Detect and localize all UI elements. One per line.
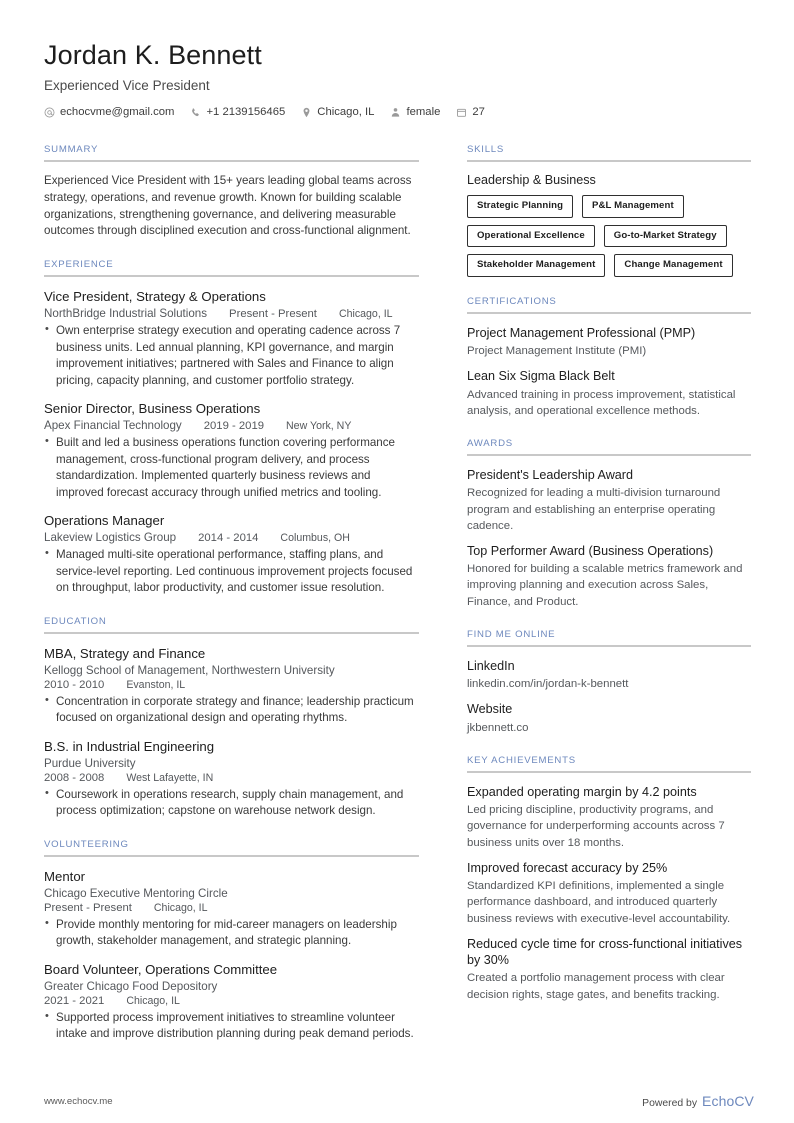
achievement-detail: Standardized KPI definitions, implemented a single performance dashboard, and introduced quarterly business reviews with executive-level accountability. [467, 880, 731, 925]
skill-tag[interactable]: Go-to-Market Strategy [604, 225, 727, 248]
award-detail: Honored for building a scalable metrics framework and improving planning and execution across Sales, Finance, and Product. [467, 563, 743, 608]
bullet-list [44, 694, 419, 727]
bullet-item: • Supported process improvement initiatives to streamline volunteer intake and improve distribution planning during peak demand periods. [44, 1010, 419, 1043]
bullet-item: • Managed multi-site operational performance, staffing plans, and service-level reporting. Led continuous improvement projects focused on throughput, labor productivity, and customer issue resolution. [44, 547, 419, 596]
achievement-entry [467, 784, 751, 851]
contact-value: +1 2139156465 [206, 106, 286, 119]
contact-item [44, 106, 174, 118]
bullet-list [44, 323, 419, 389]
section-education [44, 616, 419, 820]
section-divider [467, 771, 751, 773]
section-key-achievements [467, 755, 751, 1003]
section-volunteering [44, 839, 419, 1043]
achievement-entry [467, 860, 751, 927]
bullet-list [44, 1010, 419, 1043]
candidate-name: Jordan K. Bennett [44, 40, 262, 70]
job-meta [44, 307, 419, 320]
education-title: B.S. in Industrial Engineering [44, 738, 215, 754]
awards-list [467, 467, 751, 610]
volunteering-meta [44, 980, 419, 1007]
volunteering-title: Mentor [44, 868, 86, 884]
resume-columns [44, 144, 754, 1062]
education-title: MBA, Strategy and Finance [44, 645, 206, 661]
contact-item [301, 106, 374, 118]
left-column [44, 144, 419, 1062]
bullet-item: • Provide monthly mentoring for mid-career managers on leadership growth, stakeholder management, and strategic planning. [44, 917, 419, 950]
online-label: Website [467, 702, 513, 717]
online-entry [467, 701, 751, 736]
section-title-achievements: KEY ACHIEVEMENTS [467, 754, 576, 766]
section-title-experience: EXPERIENCE [44, 259, 114, 271]
right-column [467, 144, 751, 1022]
contact-item [390, 106, 440, 118]
certification-detail: Advanced training in process improvement, statistical analysis, and operational excellence methods. [467, 388, 736, 417]
bullet-list [44, 435, 419, 501]
skill-tag[interactable]: Strategic Planning [467, 195, 573, 218]
bullet-item: • Coursework in operations research, supply chain management, and process optimization; capstone on warehouse network design. [44, 787, 419, 820]
section-title-online: FIND ME ONLINE [467, 628, 556, 640]
job-dates: 2014 - 2014 [198, 532, 259, 545]
calendar-icon [456, 107, 467, 118]
section-divider [44, 855, 419, 857]
bullet-item: • Own enterprise strategy execution and operating cadence across 7 business units. Led annual planning, KPI governance, and margin improvement initiatives; partnered with Sales and Finance to align pricing, capacity planning, and customer portfolio strategy. [44, 323, 419, 389]
achievement-name: Improved forecast accuracy by 25% [467, 860, 668, 875]
education-location: West Lafayette, IN [126, 771, 214, 784]
section-title-certifications: CERTIFICATIONS [467, 295, 557, 307]
resume-header [44, 40, 754, 118]
person-icon [390, 107, 401, 118]
certification-entry [467, 368, 751, 419]
achievements-list [467, 784, 751, 1003]
contact-value: 27 [472, 106, 485, 119]
education-entry [44, 738, 419, 820]
education-list [44, 645, 419, 820]
section-find-me-online [467, 629, 751, 736]
award-detail: Recognized for leading a multi-division turnaround program and establishing an enterprise operating cadence. [467, 487, 721, 532]
job-title: Vice President, Strategy & Operations [44, 289, 266, 305]
section-divider [467, 312, 751, 314]
job-meta [44, 531, 419, 544]
section-divider [44, 275, 419, 277]
volunteering-location: Chicago, IL [153, 901, 208, 914]
award-name: Top Performer Award (Business Operations) [467, 543, 714, 558]
experience-entry [44, 400, 419, 501]
volunteering-organization: Greater Chicago Food Depository [44, 980, 218, 994]
candidate-headline: Experienced Vice President [44, 78, 210, 94]
skill-group-name: Leadership & Business [467, 173, 596, 188]
volunteering-organization: Chicago Executive Mentoring Circle [44, 886, 228, 900]
section-title-education: EDUCATION [44, 615, 107, 627]
certification-name: Lean Six Sigma Black Belt [467, 369, 615, 384]
certifications-list [467, 325, 751, 419]
experience-entry [44, 288, 419, 389]
section-awards [467, 438, 751, 610]
contact-value: echocvme@gmail.com [60, 106, 175, 119]
education-entry [44, 645, 419, 727]
skill-tag[interactable]: Change Management [614, 254, 732, 277]
job-organization: Apex Financial Technology [44, 419, 182, 433]
education-organization: Kellogg School of Management, Northwestern University [44, 663, 335, 677]
achievement-detail: Created a portfolio management process with clear decision rights, stage gates, and benefits tracking. [467, 972, 725, 1001]
job-title: Operations Manager [44, 513, 165, 529]
skill-tag[interactable]: Operational Excellence [467, 225, 595, 248]
achievement-detail: Led pricing discipline, productivity programs, and governance for underperforming accounts across 7 business units over 18 months. [467, 804, 725, 849]
online-label: LinkedIn [467, 658, 515, 673]
location-icon [301, 107, 312, 118]
section-title-skills: SKILLS [467, 144, 505, 156]
section-certifications [467, 296, 751, 419]
section-title-summary: SUMMARY [44, 144, 99, 156]
contact-value: female [406, 106, 441, 119]
job-location: Chicago, IL [338, 308, 393, 321]
job-meta [44, 419, 419, 432]
job-location: New York, NY [286, 420, 352, 433]
achievement-name: Expanded operating margin by 4.2 points [467, 784, 697, 799]
resume-footer [44, 1093, 754, 1109]
contact-value: Chicago, IL [317, 106, 375, 119]
education-dates: 2010 - 2010 [44, 678, 105, 691]
section-divider [44, 632, 419, 634]
volunteering-dates: 2021 - 2021 [44, 995, 105, 1008]
job-title: Senior Director, Business Operations [44, 401, 261, 417]
volunteering-list [44, 868, 419, 1043]
section-summary [44, 144, 419, 240]
section-divider [467, 454, 751, 456]
education-meta [44, 757, 419, 784]
section-divider [467, 160, 751, 162]
email-icon [44, 107, 55, 118]
phone-icon [190, 107, 201, 118]
footer-site-url: www.echocv.me [44, 1095, 113, 1107]
job-organization: NorthBridge Industrial Solutions [44, 307, 208, 321]
section-title-awards: AWARDS [467, 437, 513, 449]
contact-row [44, 106, 754, 118]
footer-powered-by [642, 1093, 754, 1109]
education-dates: 2008 - 2008 [44, 771, 105, 784]
award-name: President's Leadership Award [467, 467, 633, 482]
brand-name: EchoCV [702, 1093, 754, 1109]
achievement-entry [467, 936, 751, 1003]
online-list [467, 658, 751, 736]
achievement-name: Reduced cycle time for cross-functional initiatives by 30% [467, 936, 743, 968]
contact-item [456, 106, 485, 118]
volunteering-entry [44, 961, 419, 1043]
job-dates: 2019 - 2019 [203, 420, 265, 433]
online-entry [467, 658, 751, 693]
powered-by-label: Powered by [642, 1098, 698, 1109]
volunteering-entry [44, 868, 419, 950]
volunteering-location: Chicago, IL [126, 995, 180, 1008]
bullet-list [44, 787, 419, 820]
bullet-item: • Built and led a business operations function covering performance management, cross-functional program delivery, and process standardization. Implemented quarterly business reviews and improved forecast accuracy through unified metrics and tooling. [44, 435, 419, 501]
section-divider [44, 160, 419, 162]
contact-item [190, 106, 285, 118]
education-meta [44, 664, 419, 691]
education-location: Evanston, IL [126, 678, 186, 691]
section-skills [467, 144, 751, 277]
volunteering-title: Board Volunteer, Operations Committee [44, 961, 278, 977]
certification-name: Project Management Professional (PMP) [467, 325, 696, 340]
job-organization: Lakeview Logistics Group [44, 531, 177, 545]
bullet-item: • Concentration in corporate strategy and finance; leadership practicum focused on organizational design and operating rhythms. [44, 694, 419, 727]
skill-tag[interactable]: P&L Management [582, 195, 684, 218]
certification-entry [467, 325, 751, 360]
experience-list [44, 288, 419, 596]
job-location: Columbus, OH [280, 532, 350, 545]
volunteering-meta [44, 887, 419, 914]
volunteering-dates: Present - Present [44, 901, 132, 914]
job-dates: Present - Present [229, 308, 317, 321]
bullet-list [44, 917, 419, 950]
certification-detail: Project Management Institute (PMI) [467, 345, 647, 358]
education-organization: Purdue University [44, 756, 136, 770]
award-entry [467, 543, 751, 610]
section-divider [467, 645, 751, 647]
section-title-volunteering: VOLUNTEERING [44, 838, 129, 850]
skill-tag-list [467, 195, 751, 277]
summary-text: Experienced Vice President with 15+ years leading global teams across strategy, operations, and revenue growth. Known for building scalable organizations, strengthening governance, and delivering measurable outcomes through disciplined execution and cross-functional alignment. [44, 174, 412, 238]
award-entry [467, 467, 751, 534]
online-url[interactable]: linkedin.com/in/jordan-k-bennett [467, 678, 629, 691]
section-experience [44, 259, 419, 596]
experience-entry [44, 512, 419, 597]
bullet-list [44, 547, 419, 596]
online-url[interactable]: jkbennett.co [467, 721, 529, 734]
skill-tag[interactable]: Stakeholder Management [467, 254, 605, 277]
